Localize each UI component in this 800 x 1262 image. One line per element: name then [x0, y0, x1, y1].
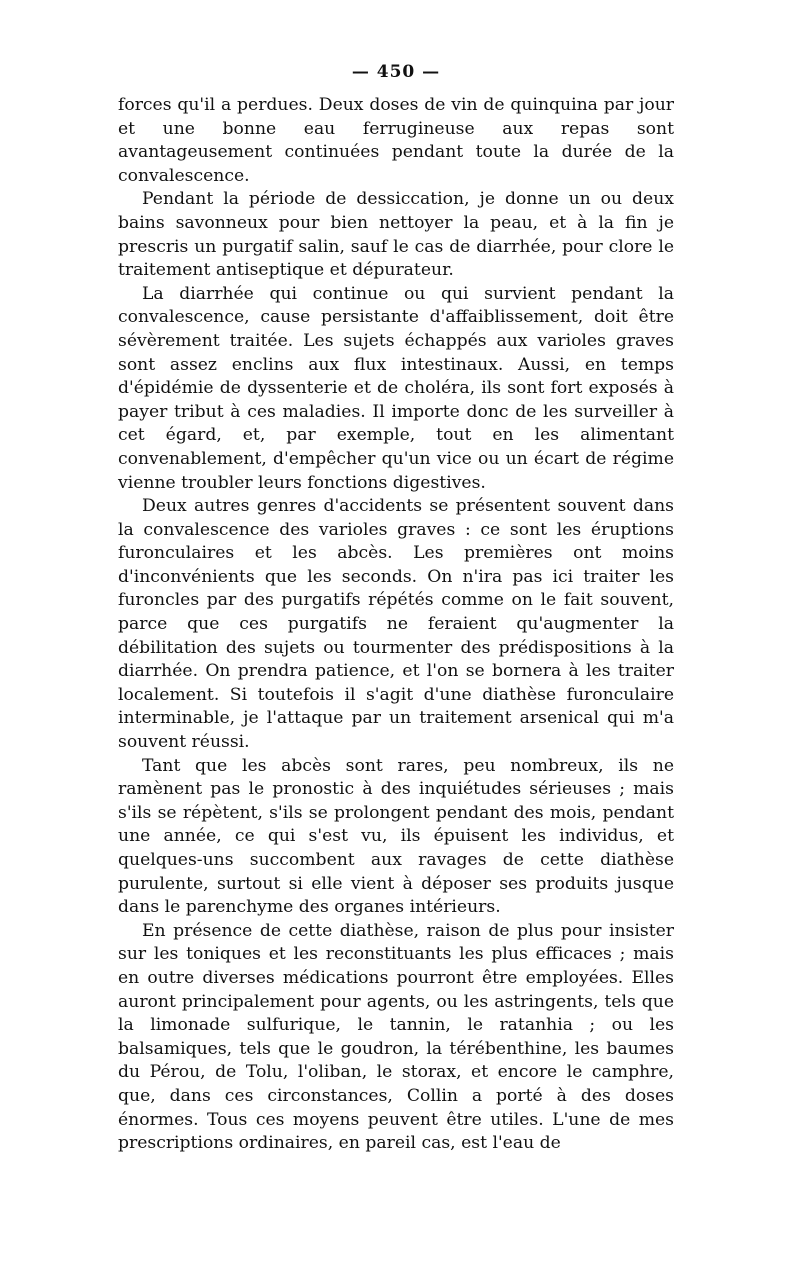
book-page — [118, 60, 674, 1156]
paragraph-4: Deux autres genres d'accidents se présentent souvent dans la convalescence des varioles graves : ce sont les éruptions furonculaires et les abcès. Les premières ont moins d'inconvénients que les seconds. On n'ira pas ici traiter les furoncles par des purgatifs répétés comme on le fait souvent, parce que ces purgatifs ne feraient qu'augmenter la débilitation des sujets ou tourmenter des prédispositions à la diarrhée. On prendra patience, et l'on se bornera à les traiter localement. Si toutefois il s'agit d'une diathèse furonculaire interminable, je l'attaque par un traitement arsenical qui m'a souvent réussi. — [118, 496, 674, 753]
paragraph-5: Tant que les abcès sont rares, peu nombreux, ils ne ramènent pas le pronostic à des inquiétudes sérieuses ; mais s'ils se répètent, s'ils se prolongent pendant des mois, pendant une année, ce qui s'est vu, ils épuisent les individus, et quelques-uns succombent aux ravages de cette diathèse purulente, surtout si elle vient à déposer ses produits jusque dans le parenchyme des organes intérieurs. — [118, 755, 674, 918]
paragraph-6: En présence de cette diathèse, raison de plus pour insister sur les toniques et les reconstituants les plus efficaces ; mais en outre diverses médications pourront être employées. Elles auront principalement pour agents, ou les astringents, tels que la limonade sulfurique, le tannin, le ratanhia ; ou les balsamiques, tels que le goudron, la térébenthine, les baumes du Pérou, de Tolu, l'oliban, le storax, et encore le camphre, que, dans ces circonstances, Collin a porté à des doses énormes. Tous ces moyens peuvent être utiles. L'une de mes prescriptions ordinaires, en pareil cas, est l'eau de — [118, 920, 674, 1154]
paragraph-1: forces qu'il a perdues. Deux doses de vin de quinquina par jour et une bonne eau ferrugineuse aux repas sont avantageusement continuées pendant toute la durée de la convalescence. — [118, 95, 674, 186]
paragraph-2: Pendant la période de dessiccation, je donne un ou deux bains savonneux pour bien nettoyer la peau, et à la fin je prescris un purgatif salin, sauf le cas de diarrhée, pour clore le traitement antiseptique et dépurateur. — [118, 189, 674, 281]
page-number: — 450 — — [351, 62, 441, 82]
paragraph-3: La diarrhée qui continue ou qui survient pendant la convalescence, cause persistante d'affaiblissement, doit être sévèrement traitée. Les sujets échappés aux varioles graves sont assez enclins aux flux intestinaux. Aussi, en temps d'épidémie de dyssenterie et de choléra, ils sont fort exposés à payer tribut à ces maladies. Il importe donc de les surveiller à cet égard, et, par exemple, tout en les alimentant convenablement, d'empêcher qu'un vice ou un écart de régime vienne troubler leurs fonctions digestives. — [118, 283, 674, 493]
